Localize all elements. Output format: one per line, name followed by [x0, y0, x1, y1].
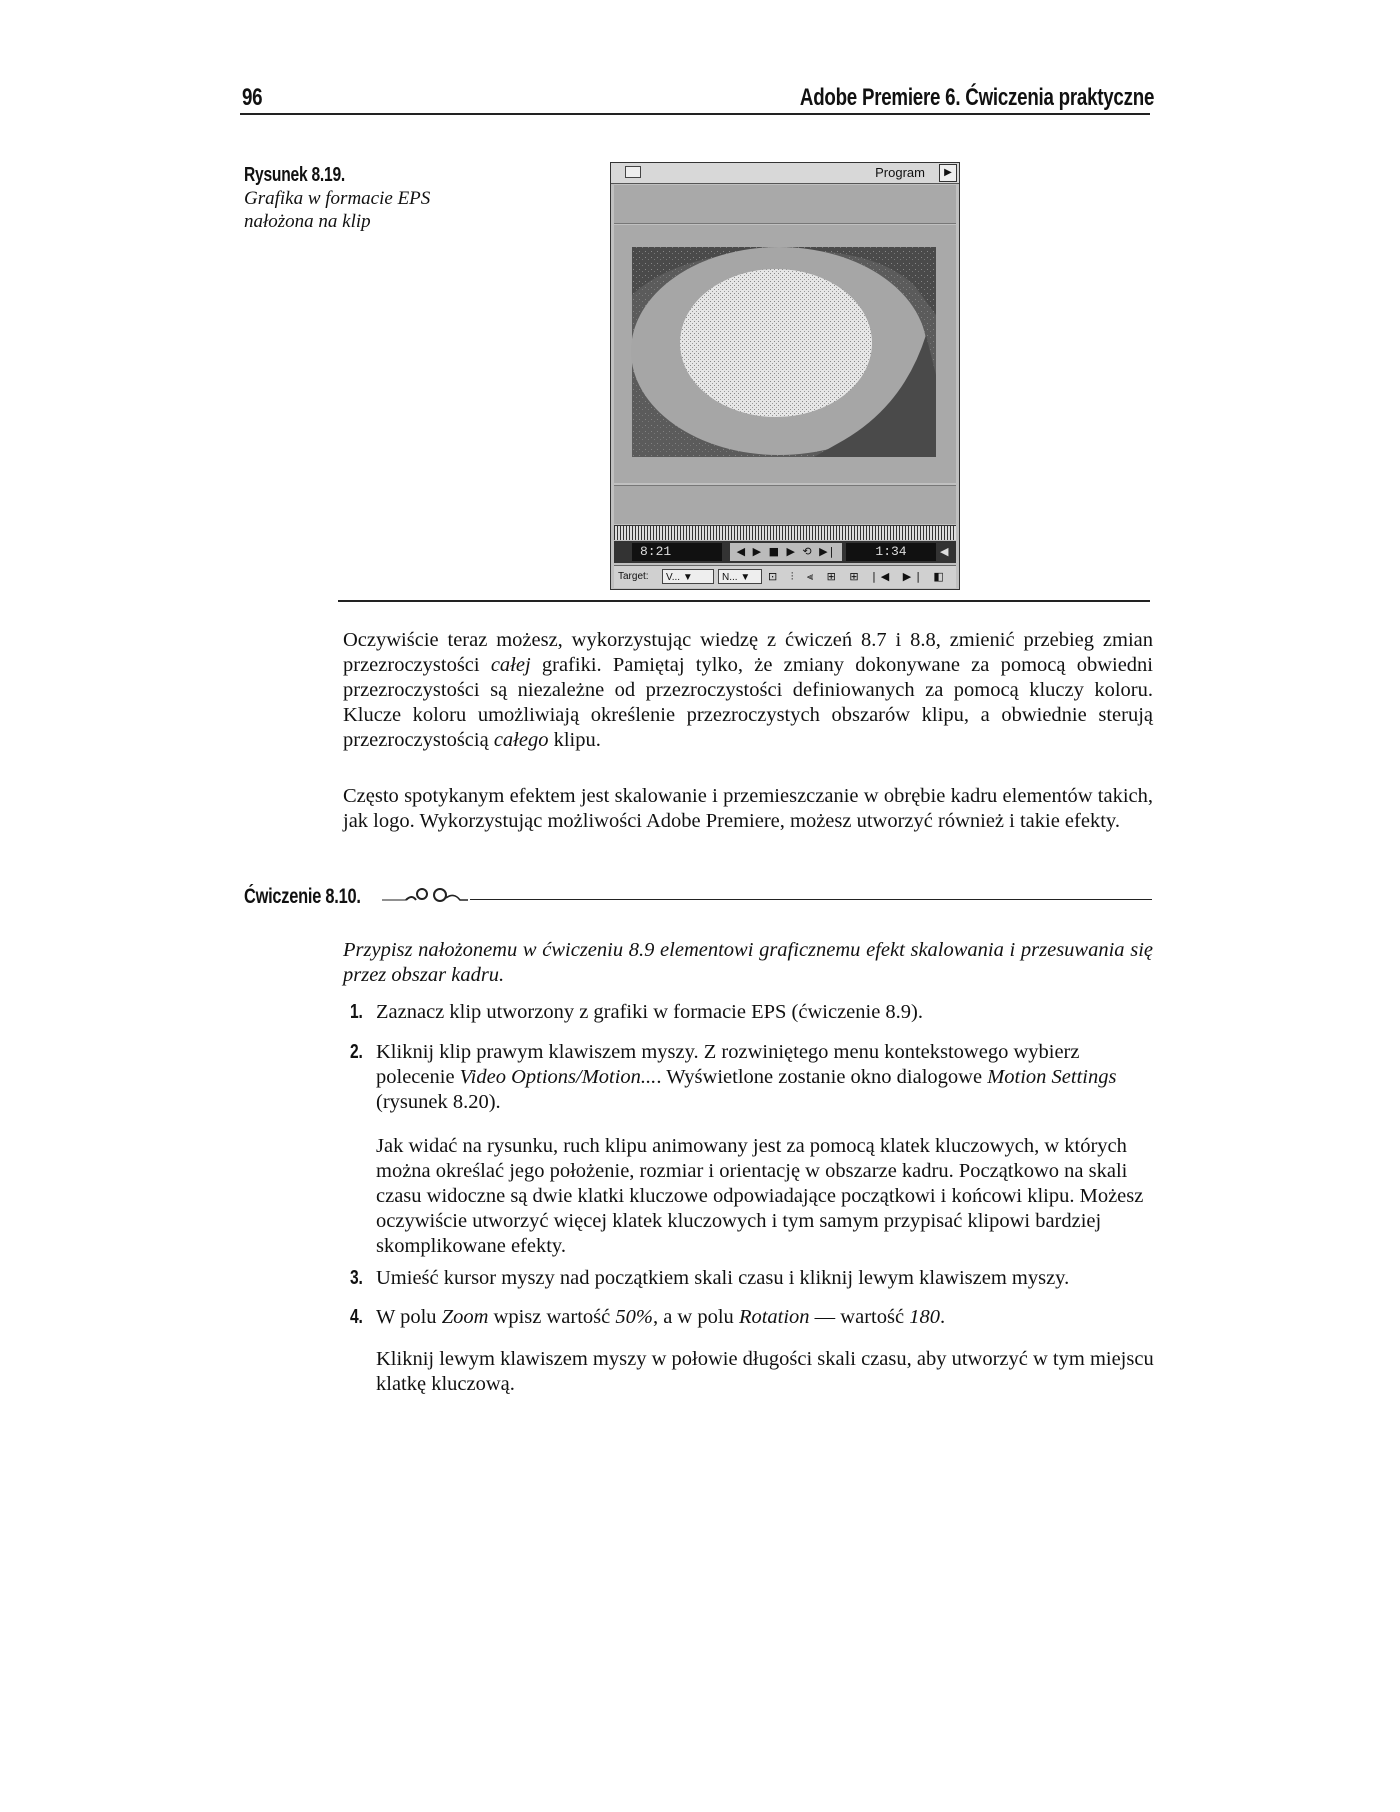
target-audio-select[interactable]: N... ▼: [718, 569, 762, 584]
playback-controls[interactable]: ◀ ▶ ■ ▶ ⟲ ▶|: [730, 543, 842, 561]
safe-margins-icon[interactable]: [625, 166, 641, 178]
time-ruler[interactable]: [614, 525, 956, 540]
program-window-title: Program: [875, 165, 925, 180]
step-1-number: 1.: [350, 1001, 363, 1023]
monitor-bottom-band: [614, 485, 956, 524]
clip-frame-image: [614, 225, 956, 483]
step-4-text: W polu Zoom wpisz wartość 50%, a w polu Rotation — wartość 180.: [376, 1306, 946, 1328]
step-2-text: Kliknij klip prawym klawiszem myszy. Z rozwiniętego menu kontekstowego wybierz polecenie Video Options/Motion.... Wyświetlone zostanie okno dialogowe Motion Settings (rysunek 8.20).: [376, 1041, 1117, 1113]
program-monitor-view: [614, 225, 956, 483]
speaker-icon[interactable]: ◀: [940, 546, 949, 558]
step-2-number: 2.: [350, 1041, 363, 1063]
program-window-titlebar: [611, 163, 959, 184]
current-timecode[interactable]: 8:21: [632, 543, 722, 561]
body-paragraph-2: Często spotykanym efektem jest skalowanie i przemieszczanie w obrębie kadru elementów takich, jak logo. Wykorzystując możliwości Adobe Premiere, możesz utworzyć również i takie efekty.: [343, 785, 1153, 832]
panel-menu-arrow-icon[interactable]: ▶: [939, 164, 957, 182]
target-video-select[interactable]: V... ▼: [662, 569, 714, 584]
duration-timecode[interactable]: 1:34: [846, 543, 936, 561]
monitor-top-band: [614, 185, 956, 224]
figure-number: Rysunek 8.19.: [244, 164, 346, 186]
step-1-text: Zaznacz klip utworzony z grafiki w formacie EPS (ćwiczenie 8.9).: [376, 1001, 924, 1023]
step-4-number: 4.: [350, 1306, 363, 1328]
exercise-ornament-icon: [382, 884, 468, 906]
target-label: Target:: [618, 571, 649, 582]
figure-caption: [244, 164, 444, 233]
target-toolbar: [614, 565, 956, 588]
body-paragraph-1: Oczywiście teraz możesz, wykorzystując wiedzę z ćwiczeń 8.7 i 8.8, zmienić przebieg zmian przezroczystości całej grafiki. Pamiętaj tylko, że zmiany dokonywane za pomocą obwiedni przezroczystości są niezależne od przezroczystości definiowanych za pomocą kluczy koloru. Klucze koloru umożliwiają określenie przezroczystych obszarów klipu, a obwiednie sterują przezroczystością całego klipu.: [343, 629, 1153, 751]
exercise-title: Ćwiczenie 8.10.: [244, 885, 361, 908]
step-3-text: Umieść kursor myszy nad początkiem skali czasu i kliknij lewym klawiszem myszy.: [376, 1267, 1070, 1289]
exercise-rule: [470, 899, 1152, 900]
figure-caption-text: Grafika w formacie EPS nałożona na klip: [244, 188, 431, 232]
program-window: [610, 162, 960, 590]
transport-bar: [614, 541, 956, 563]
header-rule: [240, 113, 1150, 115]
edit-tools-icons[interactable]: ⊡ ⫶ ⫷ ⊞ ⊞ |◀ ▶| ◧: [768, 570, 949, 583]
figure-rule: [338, 600, 1150, 602]
step-2-note: Jak widać na rysunku, ruch klipu animowany jest za pomocą klatek kluczowych, w których można określać jego położenie, rozmiar i orientację w obszarze kadru. Początkowo na skali czasu widoczne są dwie klatki kluczowe odpowiadające początkowi i końcowi klipu. Możesz oczywiście utworzyć więcej klatek kluczowych i tym samym przypisać klipowi bardziej skomplikowane efekty.: [376, 1135, 1144, 1257]
exercise-intro: Przypisz nałożonemu w ćwiczeniu 8.9 elementowi graficznemu efekt skalowania i przesuwania się przez obszar kadru.: [343, 939, 1153, 986]
step-4-note: Kliknij lewym klawiszem myszy w połowie długości skali czasu, aby utworzyć w tym miejscu klatkę kluczową.: [376, 1348, 1154, 1395]
running-header-title: Adobe Premiere 6. Ćwiczenia praktyczne: [799, 84, 1154, 111]
step-3-number: 3.: [350, 1267, 363, 1289]
page-number: 96: [242, 84, 263, 111]
